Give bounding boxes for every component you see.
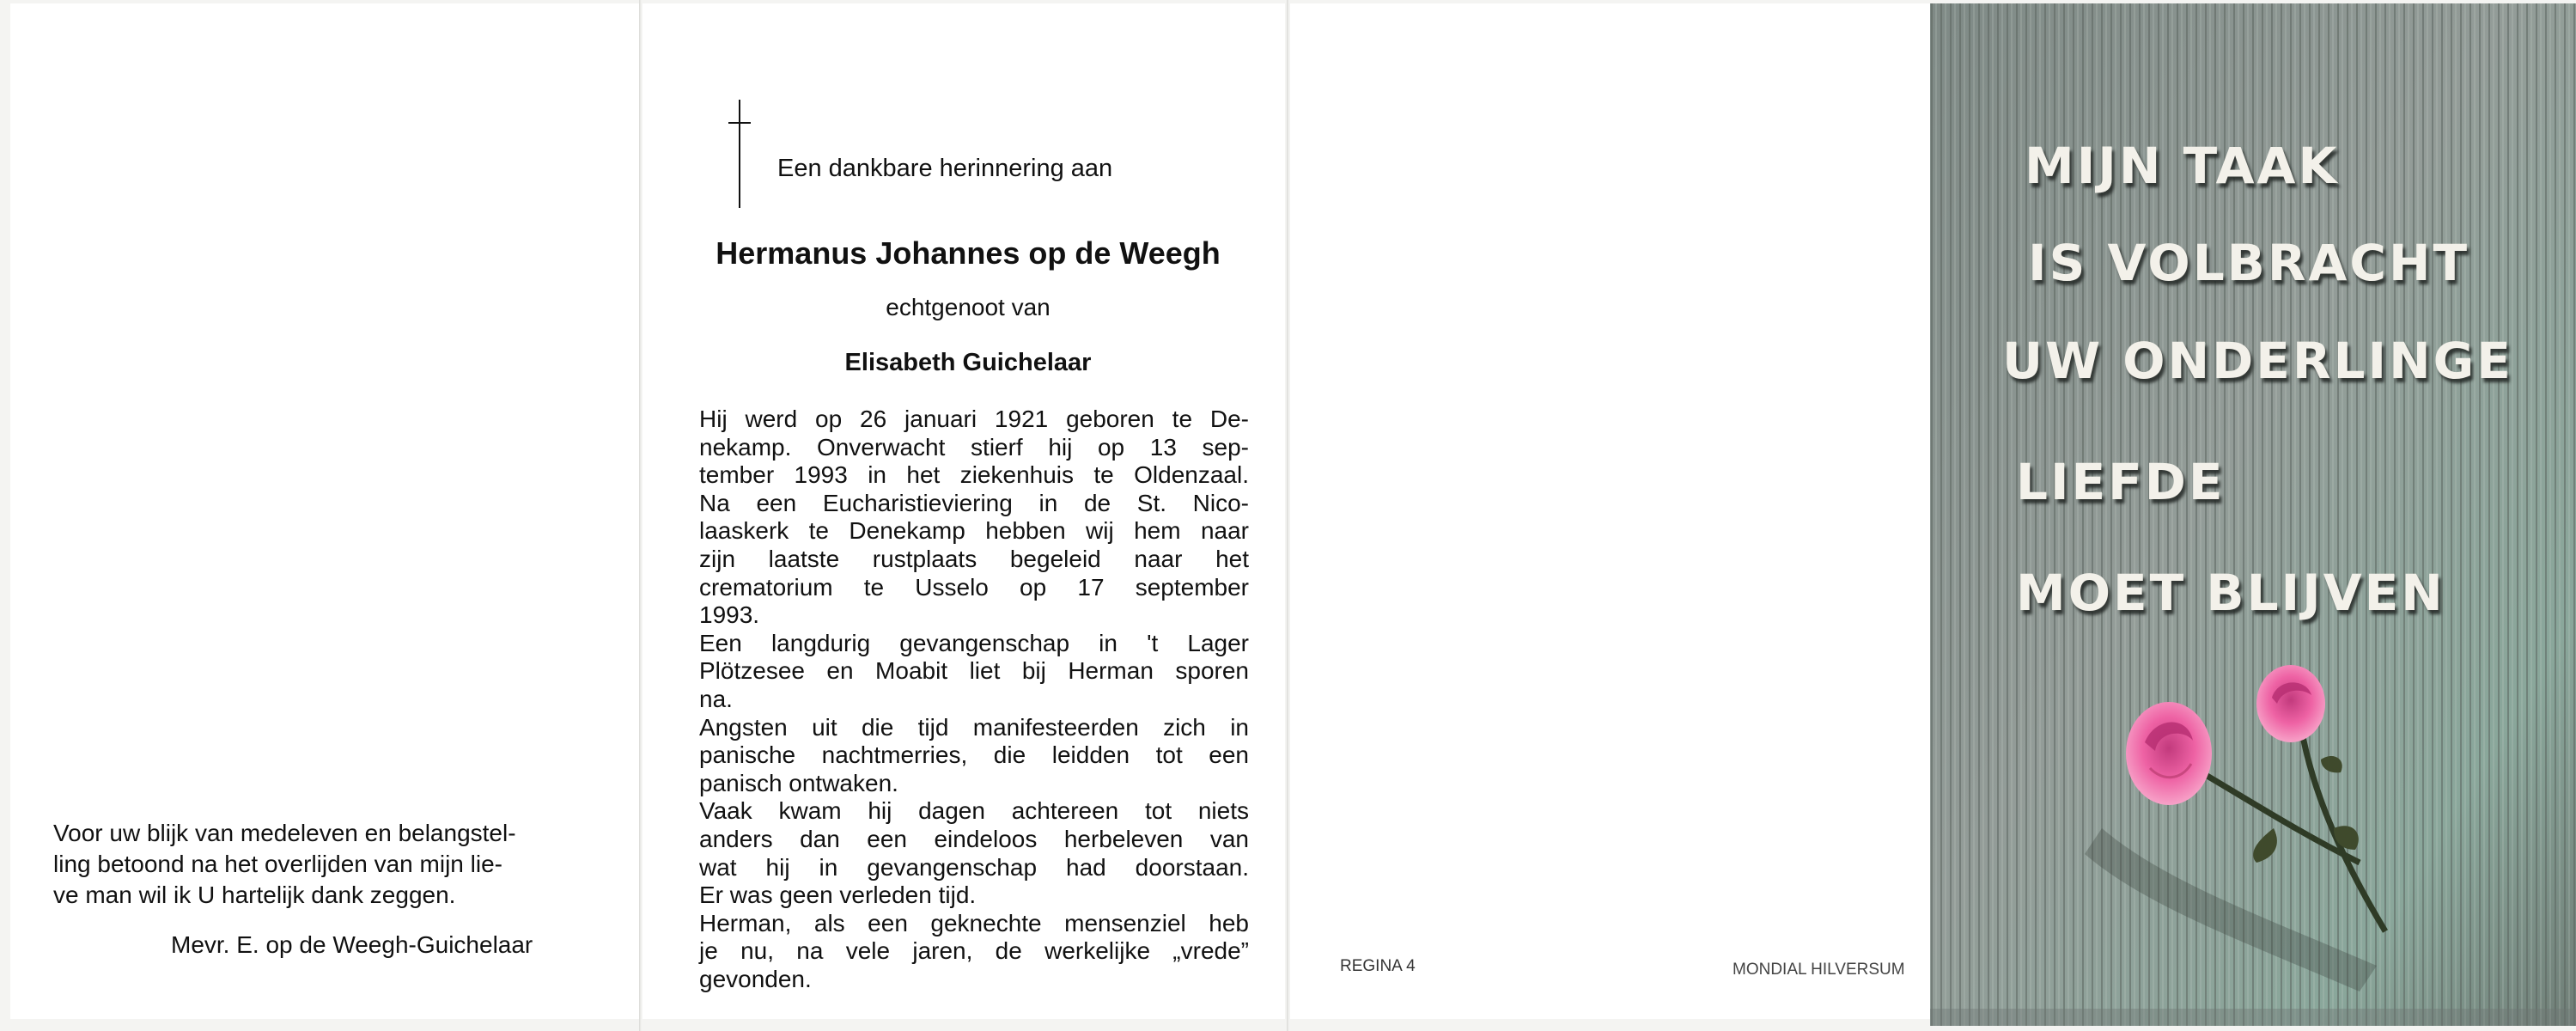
biography-line: Na een Eucharistieviering in de St. Nico- [699,489,1249,516]
card-fold [1287,0,1289,1031]
spouse-name: Elisabeth Guichelaar [844,349,1092,376]
biography-line: Er was geen verleden tijd. [699,882,977,909]
thanks-line: Voor uw blijk van medeleven en belangstel- [53,820,516,846]
biography-line: Plötzesee en Moabit liet bij Herman sporen [699,657,1249,685]
biography-line: zijn laatste rustplaats begeleid naar het [699,545,1249,572]
biography-line: Herman, als een geknechte mensenziel heb [699,909,1249,936]
thanks-line: ve man wil ik U hartelijk dank zeggen. [53,882,456,908]
inscription-line: LIEFDE [2016,453,2226,511]
rose-flower [2126,702,2212,805]
biography-line: tember 1993 in het ziekenhuis te Oldenzaal. [699,461,1249,489]
biography-line: nekamp. Onverwacht stierf hij op 13 sep- [699,433,1249,461]
biography-line: 1993. [699,601,760,629]
biography-line: Angsten uit die tijd manifesteerden zich in [699,713,1249,741]
printer-code: REGINA 4 [1340,957,1416,975]
biography-line: laaskerk te Denekamp hebben wij hem naar [699,517,1249,545]
biography-line: na. [699,685,733,712]
back-panel [1290,3,1930,1019]
inscription-line: UW ONDERLINGE [2002,332,2513,390]
biography-line: anders dan een eindeloos herbeleven van [699,825,1249,852]
printer-name: MONDIAL HILVERSUM [1733,961,1905,979]
rose-flower [2256,665,2325,742]
biography-line: wat hij in gevangenschap had doorstaan. [699,853,1249,881]
photo-panel [1930,3,2576,1026]
memorial-intro: Een dankbare herinnering aan [777,155,1113,182]
inscription-line: MOET BLIJVEN [2016,564,2445,622]
deceased-name: Hermanus Johannes op de Weegh [716,235,1221,271]
widow-signature: Mevr. E. op de Weegh-Guichelaar [171,931,533,958]
biography-line: Hij werd op 26 januari 1921 geboren te De- [699,406,1249,432]
biography-line: crematorium te Usselo op 17 september [699,573,1249,601]
memorial-panel [642,3,1285,1019]
biography-line: panische nachtmerries, die leidden tot een [699,741,1249,769]
thanks-message [53,818,612,911]
biography-line: gevonden. [699,965,812,992]
biography [699,406,1249,993]
biography-line: je nu, na vele jaren, de werkelijke „vrede” [699,937,1249,965]
biography-line: Vaak kwam hij dagen achtereen tot niets [699,797,1249,825]
card-fold [639,0,642,1031]
inscription-line: IS VOLBRACHT [2028,234,2470,292]
thanks-panel [10,3,639,1019]
thanks-line: ling betoond na het overlijden van mijn lie- [53,851,502,877]
biography-line: Een langdurig gevangenschap in 't Lager [699,629,1249,656]
inscription-line: MIJN TAAK [2025,137,2340,195]
relation-text: echtgenoot van [886,294,1050,320]
cross-icon [727,100,752,208]
biography-line: panisch ontwaken. [699,769,898,796]
